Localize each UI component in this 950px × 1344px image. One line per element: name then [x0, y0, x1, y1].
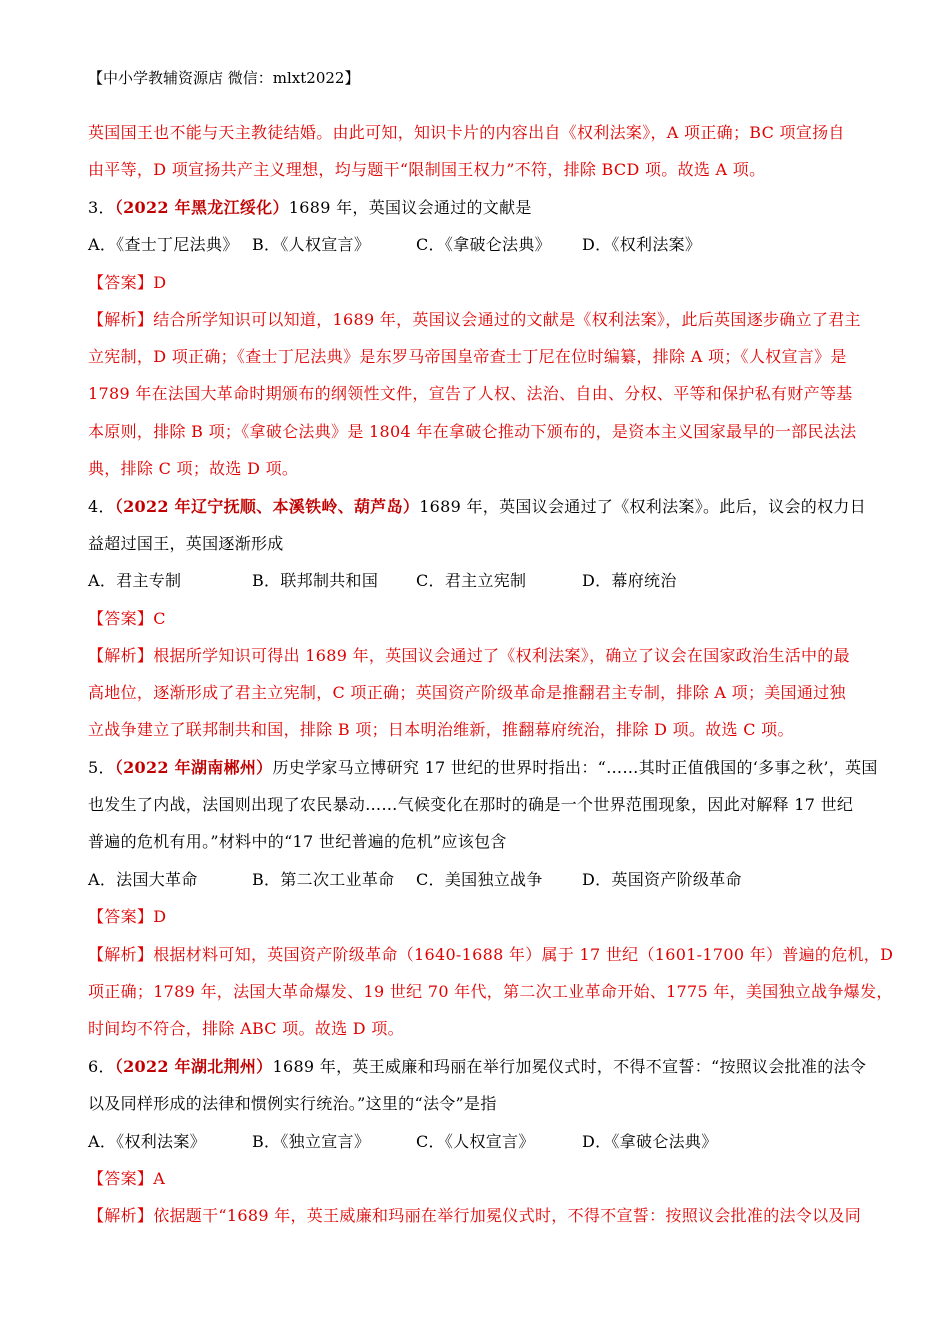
question-text: 历史学家马立博研究 17 世纪的世界时指出：“……其时正值俄国的‘多事之秋’，英国 [272, 758, 878, 777]
question-3-stem [88, 197, 868, 219]
question-source: （2022 年黑龙江绥化） [114, 198, 289, 217]
question-3-analysis-line: 立宪制，D 项正确；《查士丁尼法典》是东罗马帝国皇帝查士丁尼在位时编纂，排除 A 项；《人权宣言》是 [88, 347, 847, 366]
option-d: D．幕府统治 [582, 571, 677, 590]
question-number: 5． [88, 758, 115, 777]
option-c: C．《人权宣言》 [416, 1132, 535, 1151]
question-4-analysis-line: 立战争建立了联邦制共和国，排除 B 项；日本明治维新，推翻幕府统治，排除 D 项。故选 C 项。 [88, 720, 794, 739]
question-3-analysis-line [88, 309, 868, 331]
option-c: C．君主立宪制 [416, 571, 527, 590]
question-4-answer: 【答案】C [88, 609, 166, 628]
question-source: （2022 年辽宁抚顺、本溪铁岭、葫芦岛） [114, 497, 420, 516]
analysis-text: 根据材料可知，英国资产阶级革命（1640-1688 年）属于 17 世纪（1601-1700 年）普遍的危机，D [153, 945, 894, 964]
option-b: B．第二次工业革命 [252, 870, 395, 889]
question-number: 6． [88, 1057, 115, 1076]
question-source: （2022 年湖北荆州） [114, 1057, 273, 1076]
question-3-analysis-line: 本原则，排除 B 项；《拿破仑法典》是 1804 年在拿破仑推动下颁布的，是资本主义国家最早的一部民法法 [88, 422, 857, 441]
analysis-label: 【解析】 [88, 310, 154, 329]
question-5-stem-cont: 也发生了内战，法国则出现了农民暴动……气候变化在那时的确是一个世界范围现象，因此对解释 17 世纪 [88, 795, 854, 814]
question-5-stem-cont: 普遍的危机有用。”材料中的“17 世纪普遍的危机”应该包含 [88, 832, 507, 851]
question-number: 4． [88, 497, 115, 516]
question-6-analysis-line [88, 1205, 868, 1227]
prev-analysis-line: 英国国王也不能与天主教徒结婚。由此可知，知识卡片的内容出自《权利法案》，A 项正确；BC 项宣扬自 [88, 123, 845, 142]
analysis-label: 【解析】 [88, 945, 154, 964]
question-4-analysis-line [88, 645, 868, 667]
question-6-answer: 【答案】A [88, 1169, 166, 1188]
question-5-stem [88, 757, 878, 779]
analysis-text: 根据所学知识可得出 1689 年，英国议会通过了《权利法案》，确立了议会在国家政治生活中的最 [153, 646, 850, 665]
question-text: 1689 年，英国议会通过的文献是 [288, 198, 532, 217]
option-c: C．《拿破仑法典》 [416, 235, 551, 254]
option-a: A．法国大革命 [88, 870, 198, 889]
analysis-text: 依据题干“1689 年，英王威廉和玛丽在举行加冕仪式时，不得不宣誓：按照议会批准的法令以及同 [153, 1206, 861, 1225]
question-4-stem-cont: 益超过国王，英国逐渐形成 [88, 534, 284, 553]
option-c: C．美国独立战争 [416, 870, 543, 889]
question-3-answer: 【答案】D [88, 273, 167, 292]
prev-analysis-line: 由平等，D 项宣扬共产主义理想，均与题干“限制国王权力”不符，排除 BCD 项。故选 A 项。 [88, 160, 766, 179]
analysis-label: 【解析】 [88, 646, 154, 665]
question-4-analysis-line: 高地位，逐渐形成了君主立宪制，C 项正确；英国资产阶级革命是推翻君主专制，排除 A 项；美国通过独 [88, 683, 846, 702]
question-text: 1689 年，英国议会通过了《权利法案》。此后，议会的权力日 [419, 497, 866, 516]
option-a: A．君主专制 [88, 571, 182, 590]
option-d: D．《拿破仑法典》 [582, 1132, 718, 1151]
option-b: B．《人权宣言》 [252, 235, 371, 254]
question-3-analysis-line: 1789 年在法国大革命时期颁布的纲领性文件，宣告了人权、法治、自由、分权、平等和保护私有财产等基 [88, 384, 853, 403]
question-4-stem [88, 496, 868, 518]
option-b: B．联邦制共和国 [252, 571, 379, 590]
question-6-stem-cont: 以及同样形成的法律和惯例实行统治。”这里的“法令”是指 [88, 1094, 497, 1113]
question-number: 3． [88, 198, 115, 217]
option-a: A．《权利法案》 [88, 1132, 206, 1151]
question-source: （2022 年湖南郴州） [114, 758, 273, 777]
analysis-label: 【解析】 [88, 1206, 154, 1225]
question-5-analysis-line: 时间均不符合，排除 ABC 项。故选 D 项。 [88, 1019, 404, 1038]
page-header: 【中小学教辅资源店 微信：mlxt2022】 [88, 69, 360, 87]
option-d: D．《权利法案》 [582, 235, 702, 254]
question-3-analysis-line: 典，排除 C 项；故选 D 项。 [88, 459, 299, 478]
question-5-answer: 【答案】D [88, 907, 167, 926]
question-text: 1689 年，英王威廉和玛丽在举行加冕仪式时，不得不宣誓：“按照议会批准的法令 [272, 1057, 867, 1076]
option-d: D．英国资产阶级革命 [582, 870, 742, 889]
question-5-analysis-line [88, 944, 894, 966]
question-5-analysis-line: 项正确；1789 年，法国大革命爆发、19 世纪 70 年代，第二次工业革命开始、1775 年，美国独立战争爆发， [88, 982, 893, 1001]
question-6-stem [88, 1056, 868, 1078]
analysis-text: 结合所学知识可以知道，1689 年，英国议会通过的文献是《权利法案》，此后英国逐步确立了君主 [153, 310, 861, 329]
option-b: B．《独立宣言》 [252, 1132, 371, 1151]
option-a: A．《查士丁尼法典》 [88, 235, 239, 254]
